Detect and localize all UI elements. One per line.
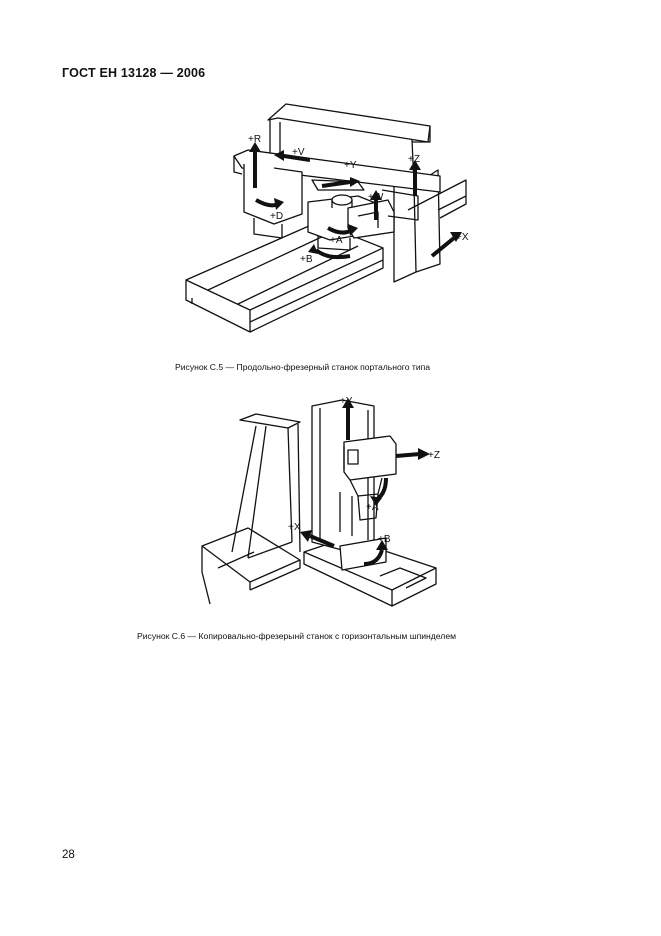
axis-label-r: +R	[248, 134, 262, 145]
axis-label-w: +W	[368, 192, 384, 203]
axis-label-b: +B	[378, 534, 391, 545]
figure-c6-copy-milling-machine	[200, 392, 460, 616]
document-header: ГОСТ ЕН 13128 — 2006	[62, 66, 206, 80]
figure-c6-caption: Рисунок С.6 — Копировально-фрезерынй станок с горизонтальным шпинделем	[137, 631, 457, 641]
axis-label-z: +Z	[428, 450, 440, 461]
axis-label-y: +Y	[340, 396, 353, 407]
page-number: 28	[62, 849, 75, 861]
axis-label-v: +V	[292, 147, 305, 158]
axis-label-a: +A	[366, 502, 379, 513]
figure-c5-caption: Рисунок С.5 — Продольно-фрезерный станок портального типа	[175, 362, 431, 372]
axis-label-d: +D	[270, 211, 284, 222]
axis-label-z: +Z	[408, 154, 420, 165]
axis-label-x: +X	[456, 232, 469, 243]
figure-c5-portal-milling-machine	[178, 100, 478, 348]
axis-label-a: +A	[330, 235, 343, 246]
axis-label-y: +Y	[344, 160, 357, 171]
axis-label-x: +X	[288, 522, 301, 533]
axis-label-b: +B	[300, 254, 313, 265]
